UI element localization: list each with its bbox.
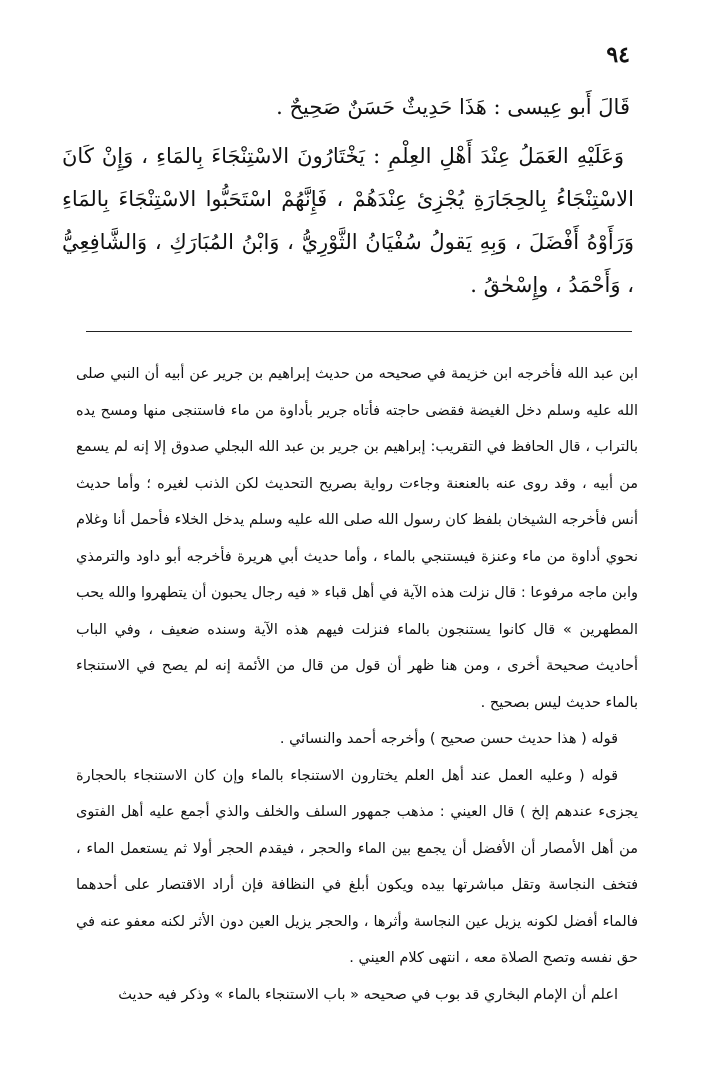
hadith-grading-line: قَالَ أَبو عِيسى : هَذَا حَدِيثٌ حَسَنٌ صَحِيحٌ .: [276, 95, 630, 119]
commentary-paragraph-3: قوله ( وعليه العمل عند أهل العلم يختارون الاستنجاء بالماء وإن كان الاستنجاء بالحجارة يجزىء عندهم إلخ ) قال العيني : مذهب جمهور السلف والخلف والذي أجمع عليه أهل الفتوى من أهل الأمصار أن الأفضل أن يجمع بين الماء والحجر ، فيقدم الحجر أولا ثم يستعمل الماء ، فتخف النجاسة وتقل مباشرتها بيده ويكون أبلغ في النظافة فإن أراد الاقتصار على أحدهما فالماء أفضل لكونه يزيل عين النجاسة وأثرها ، والحجر يزيل العين دون الأثر لكنه معفو عنه في حق نفسه وتصح الصلاة معه ، انتهى كلام العيني .: [76, 767, 638, 966]
commentary-paragraph-4: اعلم أن الإمام البخاري قد بوب في صحيحه « باب الاستنجاء بالماء » وذكر فيه حديث: [118, 986, 618, 1003]
hadith-commentary-paragraph: وَعَلَيْهِ العَمَلُ عِنْدَ أَهْلِ العِلْمِ : يَخْتَارُونَ الاسْتِنْجَاءَ بِالمَاءِ ، وَإِنْ كَانَ الاسْتِنْجَاءُ بِالحِجَارَةِ يُجْزِئ عِنْدَهُمْ ، فَإِنَّهُمْ اسْتَحَبُّوا الاسْتِنْجَاءَ بِالمَاءِ وَرَأَوْهُ أَفْضَلَ ، وَبِهِ يَقولُ سُفْيَانُ الثَّوْرِيُّ ، وَابْنُ المُبَارَكِ ، وَالشَّافِعِيُّ ، وَأَحْمَدُ ، وإِسْحٰقُ .: [62, 144, 634, 297]
commentary-paragraph-2: قوله ( هذا حديث حسن صحيح ) وأخرجه أحمد والنسائي .: [279, 731, 618, 747]
hadith-text: [62, 86, 634, 313]
page-number: ٩٤: [606, 42, 630, 68]
commentary-paragraph-1: ابن عبد الله فأخرجه ابن خزيمة في صحيحه من حديث إبراهيم بن جرير عن أبيه أن النبي صلى الله عليه وسلم دخل الغيضة فقضى حاجته فأتاه جرير بأداوة من ماء فاستنجى منها ومسح يده بالتراب ، قال الحافظ في التقريب: إبراهيم بن جرير بن عبد الله البجلي صدوق إلا إنه لم يسمع من أبيه ، وقد روى عنه بالعنعنة وجاءت رواية بصريح التحديث لكن الذنب لغيره ؛ وأما حديث أنس فأخرجه الشيخان بلفظ كان رسول الله صلى الله عليه وسلم يدخل الخلاء فأحمل أنا وغلام نحوي أداوة من ماء وعنزة فيستنجي بالماء ، وأما حديث أبي هريرة فأخرجه أبو داود والترمذي وابن ماجه مرفوعا : قال نزلت هذه الآية في أهل قباء « فيه رجال يحبون أن يتطهروا والله يحب المطهرين » قال كانوا يستنجون بالماء فنزلت فيهم هذه الآية وسنده ضعيف ، وفي الباب أحاديث صحيحة أخرى ، ومن هنا ظهر أن قول من قال من الأئمة إنه لم يصح في الاستنجاء بالماء حديث ليس بصحيح .: [76, 366, 638, 711]
footnote-commentary: [76, 356, 638, 1013]
section-divider: [86, 331, 632, 332]
